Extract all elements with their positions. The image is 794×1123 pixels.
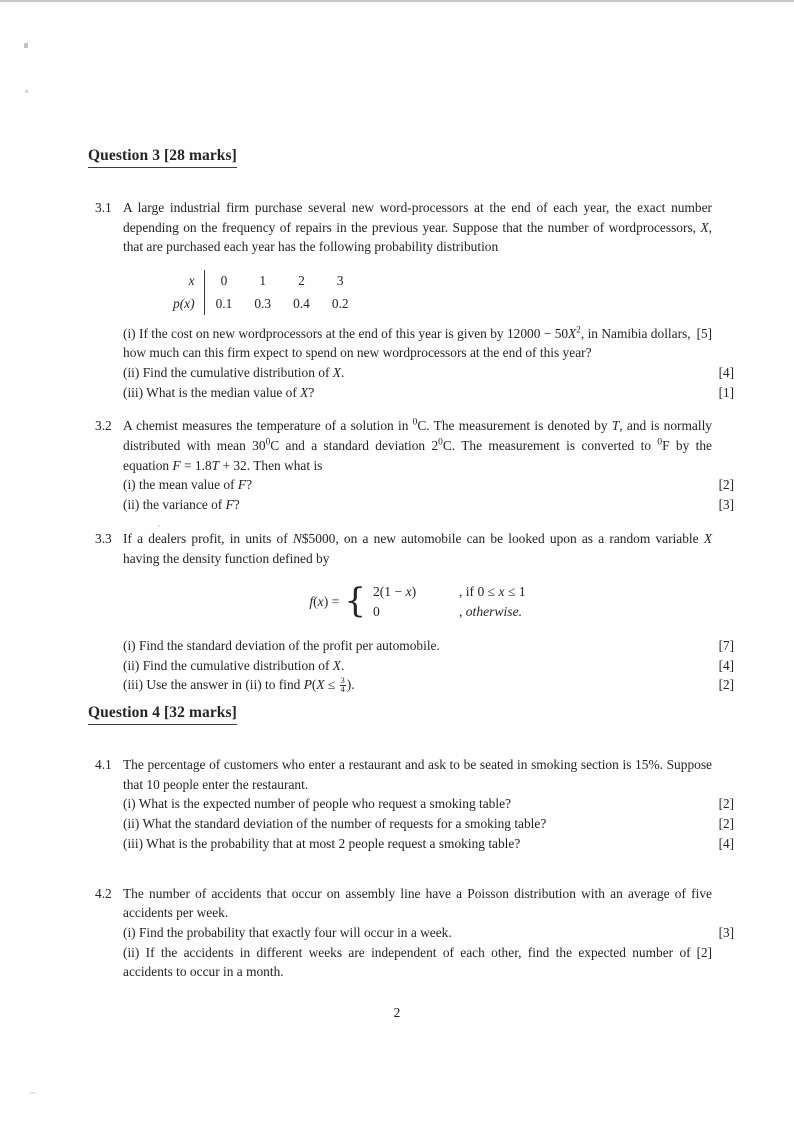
item-3-2 <box>88 416 734 515</box>
table-cell-p-1: 0.3 <box>254 295 272 311</box>
table-row-px <box>169 293 360 315</box>
case-1-value: 2(1 − x) <box>372 584 417 600</box>
question-4-heading: Question 4 [32 marks] <box>88 704 237 725</box>
table-cell-x-0: 0 <box>220 273 228 289</box>
item-3-3-body <box>123 529 712 568</box>
item-3-2-sub-ii <box>123 495 734 515</box>
table-cell-x-3: 3 <box>336 273 344 289</box>
marks-allocation: [2] <box>696 944 712 960</box>
item-4-2-sub-i <box>123 923 734 943</box>
math-variable-f: F <box>237 477 247 493</box>
sub-text: (i) If the cost on new wordprocessors at the end of this year is given by 12000 <box>123 325 544 341</box>
sub-text: (ii) the variance of <box>123 497 226 513</box>
table-cell-x-1: 1 <box>259 273 267 289</box>
body-text-cont: having the density function defined by <box>123 550 330 566</box>
marks-allocation: [2] <box>718 477 734 493</box>
item-3-2-body <box>123 416 712 475</box>
item-3-1-sub-iii <box>123 383 734 403</box>
math-variable-f: F <box>225 497 234 513</box>
math-paren-close: ). <box>346 677 355 693</box>
piecewise-cases <box>373 582 526 622</box>
item-3-3-sub-iii <box>123 675 734 695</box>
table-row-label-x: x <box>169 270 204 293</box>
table-cell-p-2: 0.4 <box>293 295 310 311</box>
math-exponent: 2 <box>576 324 581 335</box>
table-row-label-px: p(x) <box>169 293 204 315</box>
sub-text-math: − 50 <box>543 325 569 341</box>
question-3-heading-block <box>88 147 712 168</box>
body-text: . Then what is <box>246 457 323 473</box>
sub-text: (iii) Use the answer in (ii) to find <box>123 677 304 693</box>
math-leq: ≤ <box>324 677 339 693</box>
page-content <box>88 147 734 982</box>
item-3-2-sub-i <box>123 475 734 495</box>
body-text: C and a standard deviation 2 <box>270 438 439 454</box>
sub-text-cont: . <box>340 657 345 673</box>
math-fraction-three-quarters: $\frac{3}{4}$ <box>340 675 345 694</box>
math-variable-x: X <box>316 677 325 693</box>
math-text: = 1.8 <box>180 457 212 473</box>
item-3-3-sub-i <box>123 636 734 656</box>
page-number: 2 <box>393 1005 401 1020</box>
item-4-1-sub-ii <box>123 814 734 834</box>
item-4-2 <box>88 884 734 983</box>
degree-symbol: 0 <box>657 437 663 448</box>
scan-speck <box>30 1092 35 1094</box>
marks-allocation: [5] <box>696 325 712 341</box>
item-number: 4.1 <box>95 757 112 773</box>
item-number: 3.3 <box>95 530 112 546</box>
sub-text: (i) Find the probability that exactly four will occur in a week. <box>123 924 452 940</box>
body-text: A chemist measures the temperature of a solution in <box>123 418 413 434</box>
item-3-1-sub-ii <box>123 363 734 383</box>
item-3-3 <box>88 529 734 695</box>
sub-text-cont: ? <box>233 497 240 513</box>
math-variable-x: X <box>700 219 709 235</box>
case-2-condition: , otherwise. <box>458 604 523 620</box>
table-cell-p-3: 0.2 <box>331 295 349 311</box>
item-4-1-sub-i <box>123 794 734 814</box>
body-text-cont: , that are purchased each year has the following probability distribution <box>123 219 712 255</box>
table-row-x <box>169 270 360 293</box>
math-variable-x: X <box>332 657 341 673</box>
math-variable-x: X <box>300 384 309 400</box>
piecewise-function <box>309 582 525 622</box>
sub-text: (i) the mean value of <box>123 477 238 493</box>
sub-text: (ii) What the standard deviation of the number of requests for a smoking table? <box>123 816 547 832</box>
body-text: $5000, on a new automobile can be looked upon as a random variable <box>301 530 704 546</box>
left-brace: { <box>344 581 366 622</box>
item-3-1-body <box>123 198 712 257</box>
math-variable-t: T <box>211 457 220 473</box>
item-3-3-sub-ii <box>123 656 734 676</box>
math-probability-p: P <box>303 677 312 693</box>
probability-distribution-table <box>169 270 360 314</box>
item-4-1-body: The percentage of customers who enter a restaurant and ask to be seated in smoking section is 15%. Suppose that 10 people enter the restaurant. <box>123 757 712 792</box>
item-4-1 <box>88 755 734 854</box>
marks-allocation: [2] <box>718 796 734 812</box>
marks-allocation: [4] <box>718 835 734 851</box>
sub-text: (ii) Find the cumulative distribution of <box>123 657 333 673</box>
sub-text-cont: , in Namibia dollars, how much can this firm expect to spend on new wordprocessors at the end of this year? <box>123 325 691 361</box>
density-function-equation <box>123 582 712 622</box>
item-4-2-body: The number of accidents that occur on assembly line have a Poisson distribution with an average of five accidents per week. <box>123 885 712 921</box>
case-1-condition: , if 0 ≤ x ≤ 1 <box>458 584 526 600</box>
math-variable-x: X <box>703 530 712 546</box>
sub-text-cont: . <box>340 364 345 380</box>
item-number: 3.1 <box>95 200 112 215</box>
degree-symbol: 0 <box>438 437 443 448</box>
item-3-1-sub-i <box>123 324 712 363</box>
marks-allocation: [3] <box>718 497 734 513</box>
question-3-heading: Question 3 [28 marks] <box>88 147 237 168</box>
body-text: If a dealers profit, in units of <box>123 530 293 546</box>
sub-text: (iii) What is the probability that at most 2 people request a smoking table? <box>123 835 521 851</box>
marks-allocation: [3] <box>718 924 734 940</box>
sub-text: (ii) Find the cumulative distribution of <box>123 364 333 380</box>
item-4-1-sub-iii <box>123 834 734 854</box>
math-variable-f: F <box>172 457 181 473</box>
sub-text: (iii) What is the median value of <box>123 384 301 400</box>
sub-text-cont: ? <box>246 477 253 493</box>
scan-speck <box>25 90 28 93</box>
case-2-value: 0 <box>372 604 380 620</box>
sub-text: (ii) If the accidents in different weeks are independent of each other, find the expected number of accidents to occur in a month. <box>123 944 691 980</box>
piecewise-case-1 <box>373 582 526 602</box>
body-text: , and is normally distributed with mean 30 <box>123 418 712 454</box>
math-text: + 32 <box>219 457 247 473</box>
sub-text: (i) Find the standard deviation of the profit per automobile. <box>123 637 440 653</box>
math-currency-n: N <box>292 530 302 546</box>
body-text: F by the equation <box>123 438 712 473</box>
math-variable-t: T <box>611 418 620 434</box>
equation-lhs: f(x) = <box>309 594 340 610</box>
question-4-heading-block <box>88 704 712 725</box>
degree-symbol: 0 <box>412 417 418 428</box>
sub-text-cont: ? <box>308 384 315 400</box>
piecewise-case-2 <box>373 602 526 622</box>
sub-text: (i) What is the expected number of people who request a smoking table? <box>123 796 511 812</box>
item-4-2-sub-ii <box>123 943 712 982</box>
body-text: A large industrial firm purchase several new word-processors at the end of each year, the exact number depending on the frequency of repairs in the previous year. Suppose that the number of wordprocessors, <box>123 200 712 235</box>
table-cell-x-2: 2 <box>298 273 305 289</box>
probability-distribution-table-wrap <box>169 270 712 314</box>
math-paren: ( <box>311 677 317 693</box>
marks-allocation: [4] <box>718 364 734 380</box>
item-3-1 <box>88 198 734 402</box>
scan-speck <box>24 43 28 48</box>
math-variable-x: X <box>332 364 341 380</box>
item-number: 3.2 <box>95 418 112 434</box>
marks-allocation: [2] <box>718 677 734 693</box>
body-text: C. The measurement is denoted by <box>417 418 612 434</box>
body-text: C. The measurement is converted to <box>442 438 658 454</box>
marks-allocation: [2] <box>718 816 734 832</box>
table-cell-p-0: 0.1 <box>215 295 233 311</box>
item-number: 4.2 <box>95 885 112 901</box>
degree-symbol: 0 <box>265 437 271 448</box>
marks-allocation: [7] <box>718 637 734 653</box>
math-variable-x: X <box>568 325 577 341</box>
marks-allocation: [4] <box>718 657 734 673</box>
marks-allocation: [1] <box>718 384 734 400</box>
